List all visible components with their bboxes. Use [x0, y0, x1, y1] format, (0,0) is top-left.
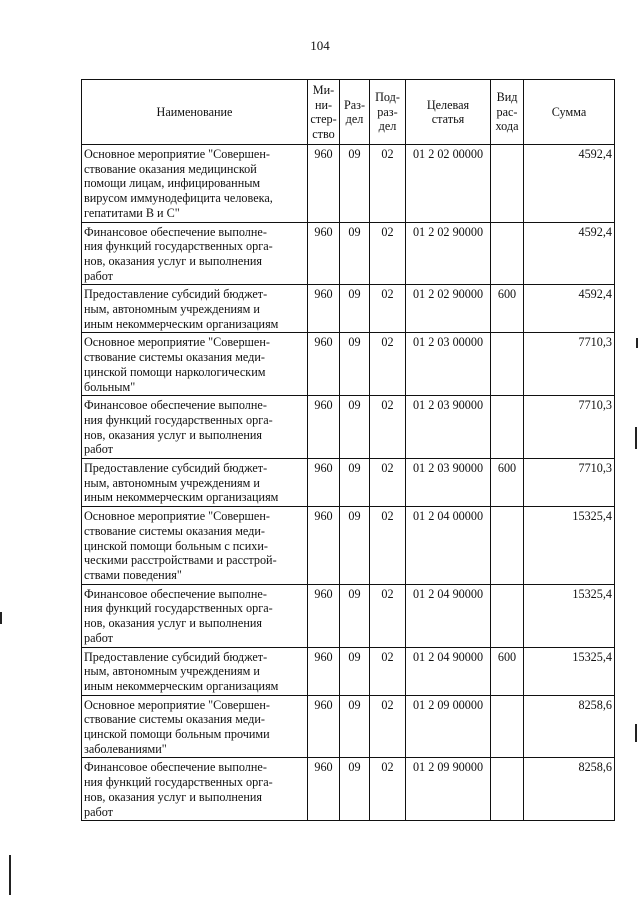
row-expense-type	[491, 333, 524, 396]
row-expense-type: 600	[491, 459, 524, 507]
row-subsection: 02	[370, 507, 406, 585]
header-subsection: Под- раз- дел	[370, 80, 406, 145]
row-amount: 4592,4	[524, 222, 615, 285]
row-expense-type	[491, 695, 524, 758]
row-section: 09	[340, 285, 370, 333]
row-ministry: 960	[308, 333, 340, 396]
row-section: 09	[340, 333, 370, 396]
table-row	[82, 459, 615, 507]
row-target: 01 2 02 90000	[406, 222, 491, 285]
row-subsection: 02	[370, 333, 406, 396]
row-name: Финансовое обеспечение выполне- ния функций государственных орга- нов, оказания услуг и выполнения работ	[82, 222, 308, 285]
row-target: 01 2 03 90000	[406, 396, 491, 459]
row-target: 01 2 02 00000	[406, 145, 491, 223]
table-header-row	[82, 80, 615, 145]
table-row	[82, 647, 615, 695]
row-name: Финансовое обеспечение выполне- ния функций государственных орга- нов, оказания услуг и выполнения работ	[82, 584, 308, 647]
row-ministry: 960	[308, 507, 340, 585]
row-ministry: 960	[308, 145, 340, 223]
row-target: 01 2 03 90000	[406, 459, 491, 507]
row-name: Основное мероприятие "Совершен- ствование системы оказания меди- цинской помощи больным с психи- ческими расстройствами и расстрой- ствами поведения"	[82, 507, 308, 585]
row-name: Финансовое обеспечение выполне- ния функций государственных орга- нов, оказания услуг и выполнения работ	[82, 758, 308, 821]
row-subsection: 02	[370, 459, 406, 507]
row-amount: 4592,4	[524, 285, 615, 333]
page-number: 104	[310, 38, 330, 53]
table-row	[82, 396, 615, 459]
scan-mark-right-lower	[635, 724, 637, 742]
row-ministry: 960	[308, 459, 340, 507]
row-section: 09	[340, 396, 370, 459]
row-ministry: 960	[308, 222, 340, 285]
table-row	[82, 507, 615, 585]
row-amount: 15325,4	[524, 584, 615, 647]
row-target: 01 2 02 90000	[406, 285, 491, 333]
row-amount: 8258,6	[524, 695, 615, 758]
table-row	[82, 333, 615, 396]
table-row	[82, 758, 615, 821]
scan-mark-right-top	[636, 338, 638, 348]
row-subsection: 02	[370, 396, 406, 459]
row-section: 09	[340, 222, 370, 285]
scan-mark-right-middle	[635, 427, 637, 449]
row-name: Основное мероприятие "Совершен- ствование оказания медицинской помощи лицам, инфицированным вирусом иммунодефицита человека, гепатитами В и С"	[82, 145, 308, 223]
row-name: Предоставление субсидий бюджет- ным, автономным учреждениям и иным некоммерческим организациям	[82, 647, 308, 695]
row-ministry: 960	[308, 647, 340, 695]
row-ministry: 960	[308, 695, 340, 758]
table-row	[82, 584, 615, 647]
row-target: 01 2 04 90000	[406, 584, 491, 647]
row-name: Предоставление субсидий бюджет- ным, автономным учреждениям и иным некоммерческим организациям	[82, 285, 308, 333]
header-name: Наименование	[82, 80, 308, 145]
row-section: 09	[340, 695, 370, 758]
row-expense-type	[491, 222, 524, 285]
row-expense-type: 600	[491, 647, 524, 695]
row-section: 09	[340, 647, 370, 695]
row-subsection: 02	[370, 584, 406, 647]
row-target: 01 2 09 90000	[406, 758, 491, 821]
header-ministry: Ми- ни- стер- ство	[308, 80, 340, 145]
header-target: Целевая статья	[406, 80, 491, 145]
row-target: 01 2 03 00000	[406, 333, 491, 396]
header-section: Раз- дел	[340, 80, 370, 145]
header-expense-type: Вид рас- хода	[491, 80, 524, 145]
row-expense-type	[491, 507, 524, 585]
row-amount: 7710,3	[524, 333, 615, 396]
row-section: 09	[340, 758, 370, 821]
scan-mark-left-middle	[0, 612, 2, 624]
row-subsection: 02	[370, 145, 406, 223]
row-ministry: 960	[308, 758, 340, 821]
row-name: Основное мероприятие "Совершен- ствование системы оказания меди- цинской помощи наркологическим больным"	[82, 333, 308, 396]
row-subsection: 02	[370, 222, 406, 285]
row-target: 01 2 04 90000	[406, 647, 491, 695]
row-subsection: 02	[370, 285, 406, 333]
row-expense-type	[491, 758, 524, 821]
row-amount: 15325,4	[524, 507, 615, 585]
row-expense-type: 600	[491, 285, 524, 333]
row-name: Основное мероприятие "Совершен- ствование системы оказания меди- цинской помощи больным прочими заболеваниями"	[82, 695, 308, 758]
table-row	[82, 695, 615, 758]
table-row	[82, 285, 615, 333]
row-subsection: 02	[370, 758, 406, 821]
row-subsection: 02	[370, 695, 406, 758]
row-ministry: 960	[308, 396, 340, 459]
row-expense-type	[491, 396, 524, 459]
row-amount: 4592,4	[524, 145, 615, 223]
row-target: 01 2 09 00000	[406, 695, 491, 758]
row-amount: 15325,4	[524, 647, 615, 695]
row-section: 09	[340, 507, 370, 585]
budget-table	[81, 79, 615, 821]
row-name: Предоставление субсидий бюджет- ным, автономным учреждениям и иным некоммерческим организациям	[82, 459, 308, 507]
row-amount: 7710,3	[524, 396, 615, 459]
row-section: 09	[340, 459, 370, 507]
row-ministry: 960	[308, 285, 340, 333]
row-expense-type	[491, 584, 524, 647]
row-amount: 8258,6	[524, 758, 615, 821]
row-target: 01 2 04 00000	[406, 507, 491, 585]
row-name: Финансовое обеспечение выполне- ния функций государственных орга- нов, оказания услуг и выполнения работ	[82, 396, 308, 459]
table-row	[82, 145, 615, 223]
row-ministry: 960	[308, 584, 340, 647]
header-amount: Сумма	[524, 80, 615, 145]
row-section: 09	[340, 584, 370, 647]
row-amount: 7710,3	[524, 459, 615, 507]
row-subsection: 02	[370, 647, 406, 695]
row-section: 09	[340, 145, 370, 223]
table-row	[82, 222, 615, 285]
row-expense-type	[491, 145, 524, 223]
scan-mark-left-bottom	[9, 855, 11, 895]
